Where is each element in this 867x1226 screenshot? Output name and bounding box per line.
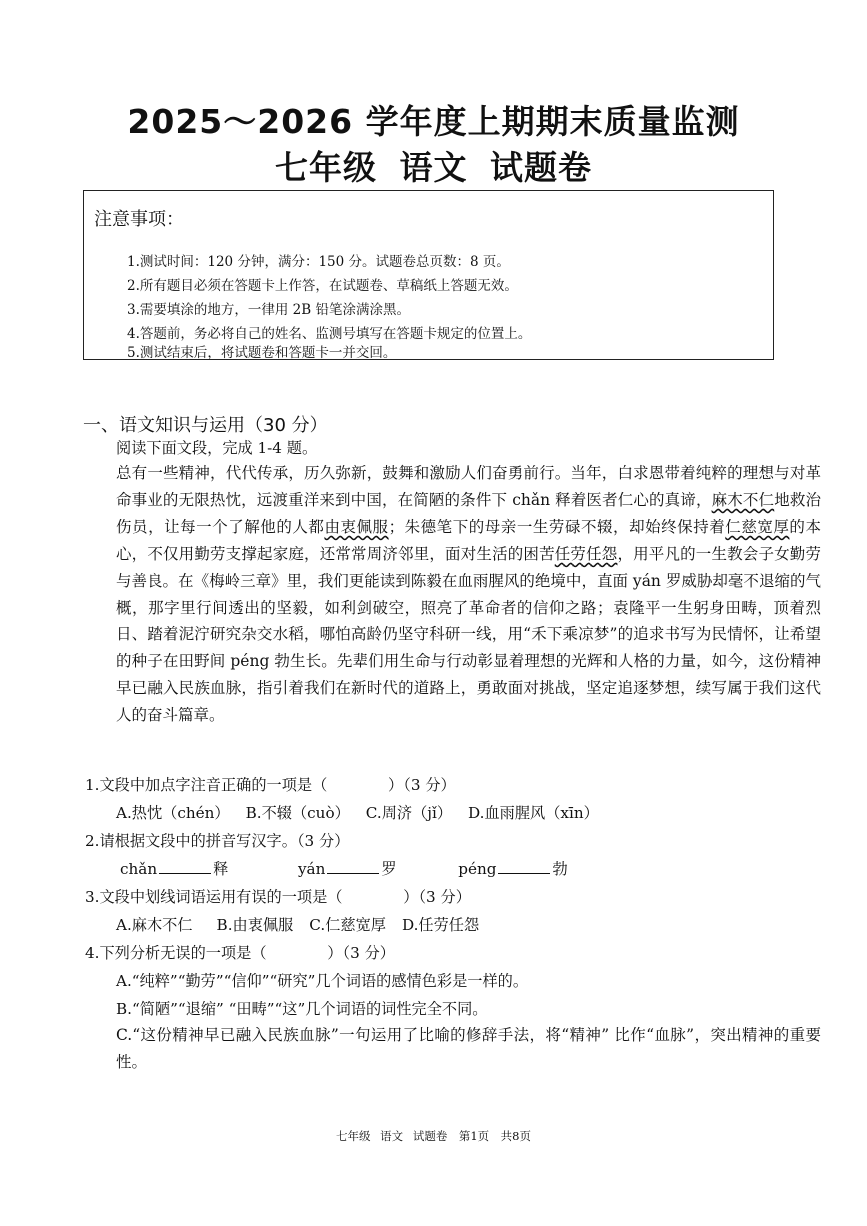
notice-item: 2.所有题目必须在答题卡上作答，在试题卷、草稿纸上答题无效。	[127, 278, 518, 294]
option-a: A.热忱（chén）	[116, 804, 230, 822]
question-4-option-c: C.“这份精神早已融入民族血脉”一句运用了比喻的修辞手法，将“精神” 比作“血脉”，突出精神的重要性。	[116, 1026, 821, 1071]
blank-char: 勃	[552, 860, 568, 878]
blank-char: 释	[213, 860, 229, 878]
passage-text: 总有一些精神，代代传承，历久弥新，鼓舞和激励人们奋勇前行。当年，白求恩带着纯粹的理想与对革命事业的无限热忱，远渡重洋来到中国，在简陋的条件下 chǎn 释着医者仁心的真谛，	[116, 464, 821, 509]
notice-item: 4.答题前，务必将自己的姓名、监测号填写在答题卡规定的位置上。	[127, 326, 532, 342]
option-a: A.麻木不仁	[116, 916, 193, 934]
option-c: C.周济（jǐ）	[365, 804, 453, 822]
option-d: D.任劳任怨	[401, 916, 480, 934]
pinyin: chǎn	[120, 860, 158, 878]
notice-item: 5.测试结束后，将试题卷和答题卡一并交回。	[127, 345, 397, 361]
notice-box	[83, 190, 774, 360]
passage-text: 地救治伤员，让每一个了解他的人都	[116, 490, 821, 536]
question-1-options	[85, 802, 816, 823]
question-4-option-a: A.“纯粹”“勤劳”“信仰”“研究”几个词语的感情色彩是一样的。	[116, 972, 529, 990]
passage-text: ；朱德笔下的母亲一生劳碌不辍，却始终保持着	[388, 517, 726, 536]
answer-blank[interactable]	[159, 861, 211, 874]
option-b: B.不辍（cuò）	[245, 804, 350, 822]
underlined-word: 任劳任怨	[554, 544, 618, 563]
notice-item: 3.需要填涂的地方，一律用 2B 铅笔涂满涂黑。	[127, 302, 410, 318]
question-1-stem: 1.文段中加点字注音正确的一项是（ ）（3 分）	[85, 776, 456, 794]
question-2-stem: 2.请根据文段中的拼音写汉字。（3 分）	[85, 832, 350, 850]
underlined-word: 仁慈宽厚	[725, 517, 790, 536]
section-heading: 一、语文知识与运用（30 分）	[83, 415, 328, 436]
underlined-word: 由衷佩服	[324, 517, 389, 536]
blank-char: 罗	[381, 860, 397, 878]
underlined-word: 麻木不仁	[711, 490, 775, 509]
section-instruction: 阅读下面文段，完成 1-4 题。	[116, 439, 318, 457]
passage-text: 的本心，不仅用勤劳支撑起家庭，还常常周济邻里，面对生活的困苦	[116, 517, 821, 563]
question-4-option-b: B.“简陋”“退缩” “田畴”“这”几个词语的词性完全不同。	[116, 1000, 488, 1018]
exam-subtitle: 七年级 语文 试题卷	[275, 148, 592, 187]
exam-title: 2025～2026 学年度上期期末质量监测	[127, 102, 740, 141]
passage-text: ，用平凡的一生教会子女勤劳与善良。在《梅岭三章》里，我们更能读到陈毅在血雨腥风的绝境中，直面 yán 罗威胁却毫不退缩的气概，那字里行间透出的坚毅，如利剑破空，照亮了革命者的信仰之路；袁隆平一生躬身田畴，顶着烈日、踏着泥泞研究杂交水稻，哪怕高龄仍坚守科研一线，用“禾下乘凉梦”的追求书写为民情怀，让希望的种子在田野间 péng 勃生长。先辈们用生命与行动彰显着理想的光辉和人格的力量，如今，这份精神早已融入民族血脉，指引着我们在新时代的道路上，勇敢面对挑战，坚定追逐梦想，续写属于我们这代人的奋斗篇章。	[116, 544, 821, 725]
option-b: B.由衷佩服	[216, 916, 294, 934]
answer-blank[interactable]	[498, 861, 550, 874]
question-3-stem: 3.文段中划线词语运用有误的一项是（ ）（3 分）	[85, 888, 471, 906]
notice-item: 1.测试时间：120 分钟，满分：150 分。试题卷总页数：8 页。	[127, 254, 510, 270]
question-3-options	[85, 914, 816, 935]
option-c: C.仁慈宽厚	[309, 916, 386, 934]
notice-title: 注意事项：	[94, 209, 184, 230]
pinyin: péng	[458, 860, 497, 878]
reading-passage	[85, 460, 821, 729]
option-d: D.血雨腥风（xīn）	[468, 804, 599, 822]
question-4-stem: 4.下列分析无误的一项是（ ）（3 分）	[85, 944, 395, 962]
page-footer: 七年级 语文 试题卷 第1页 共8页	[336, 1129, 531, 1143]
answer-blank[interactable]	[327, 861, 379, 874]
pinyin: yán	[297, 860, 326, 878]
question-2-blanks	[120, 858, 820, 879]
